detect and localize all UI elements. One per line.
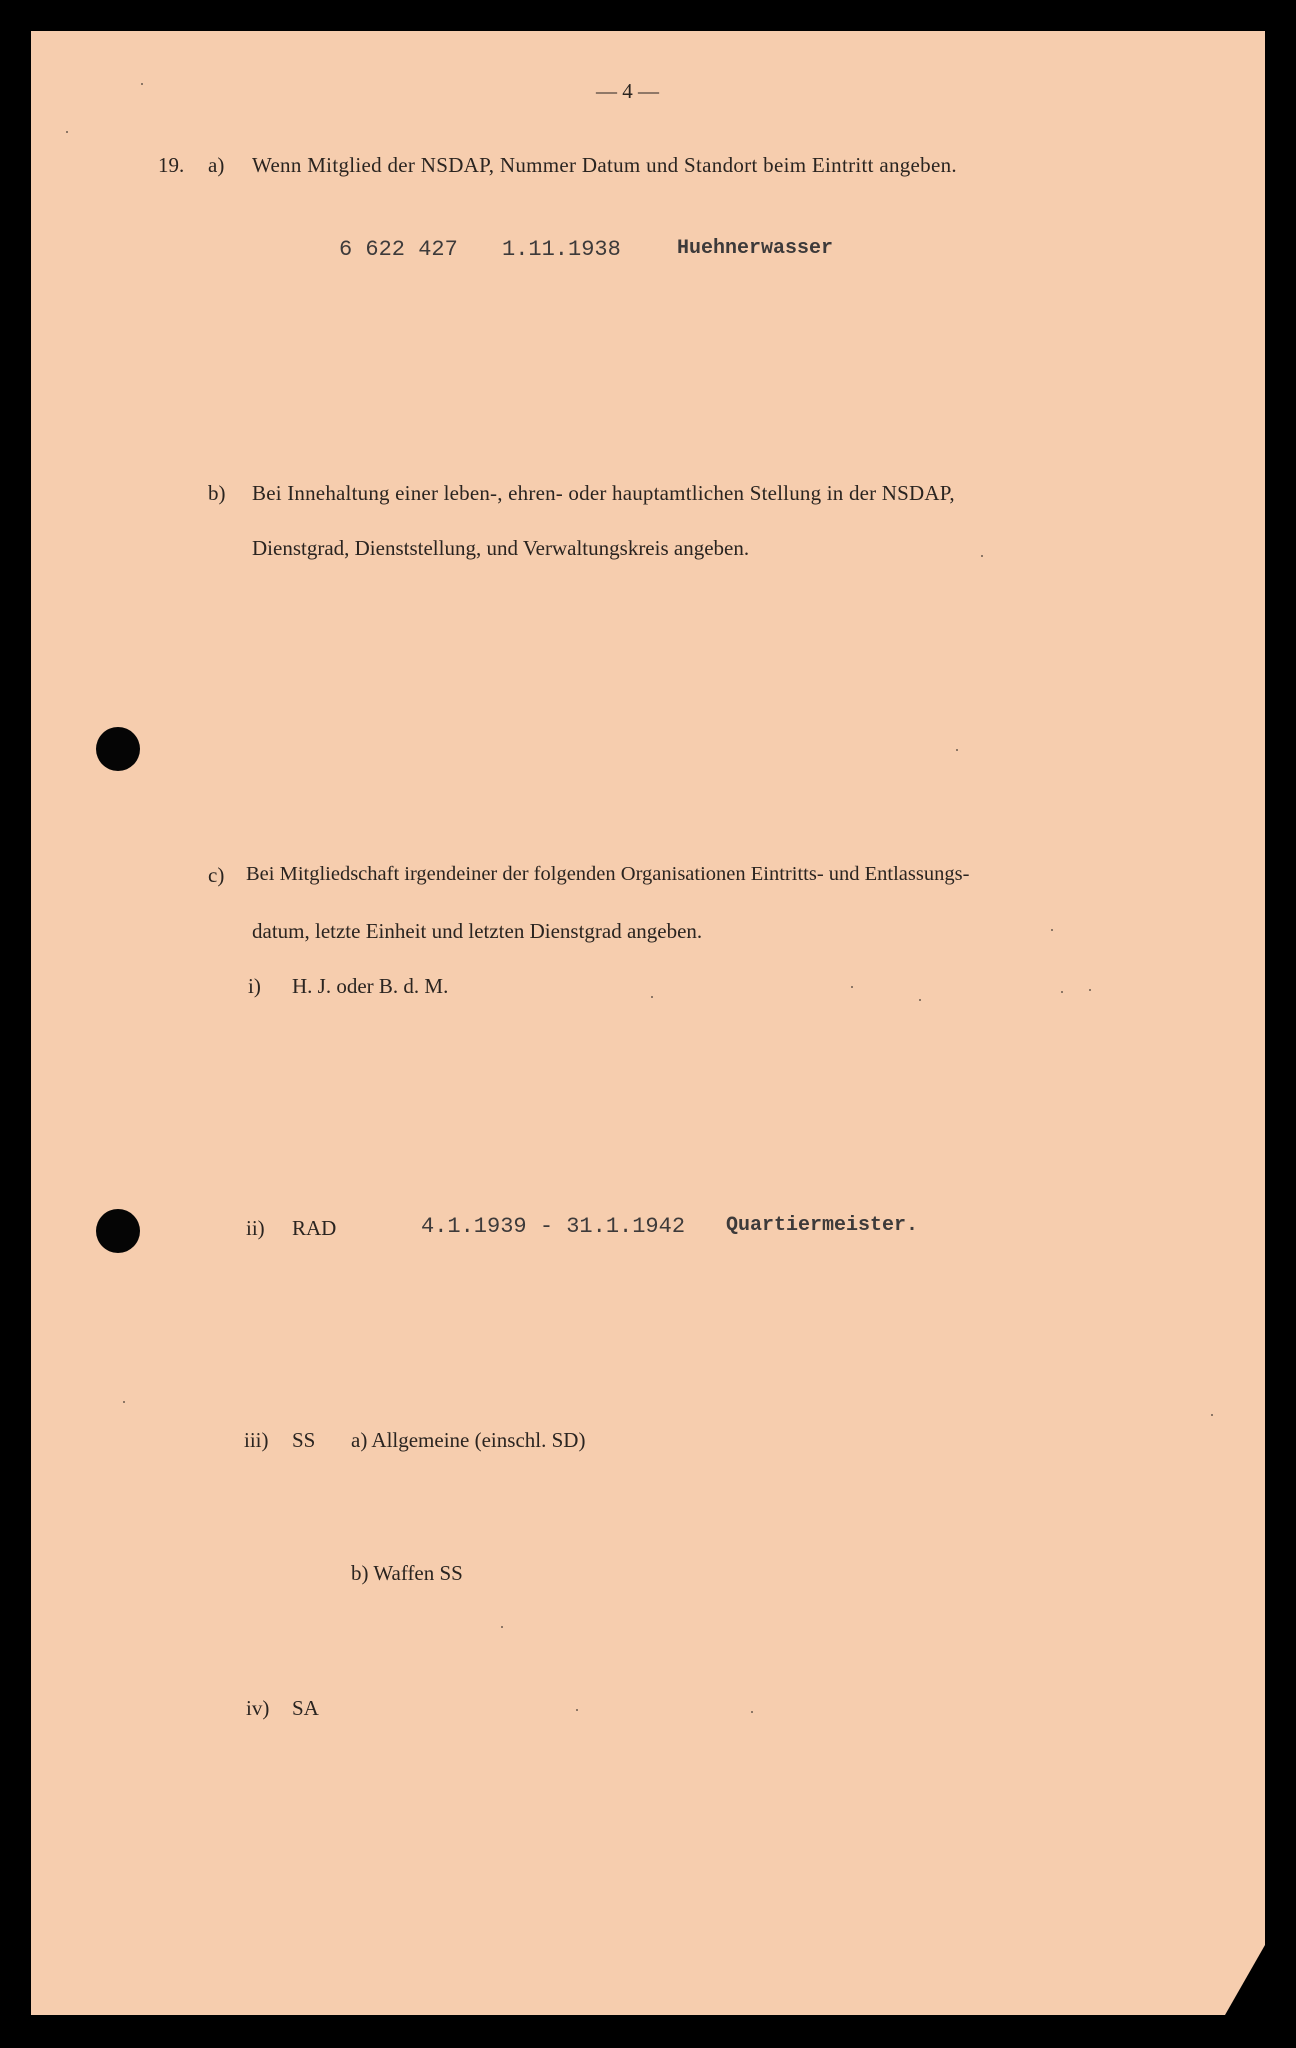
paper-speck xyxy=(123,1401,125,1403)
question-number: 19. xyxy=(158,153,185,177)
q19b-question-line2: Dienstgrad, Dienststellung, und Verwaltungskreis angeben. xyxy=(252,536,750,560)
punch-hole-bottom xyxy=(96,1209,140,1253)
rad-dates-answer: 4.1.1939 - 31.1.1942 xyxy=(421,1214,686,1239)
paper-speck xyxy=(981,555,983,557)
paper-speck xyxy=(141,83,143,85)
paper-speck xyxy=(1211,1414,1213,1416)
punch-hole-top xyxy=(96,727,140,771)
item-iii-marker: iii) xyxy=(244,1428,269,1452)
item-iii-sub-b: b) Waffen SS xyxy=(351,1561,463,1585)
item-ii-marker: ii) xyxy=(246,1216,265,1240)
q19a-marker: a) xyxy=(208,153,225,177)
paper-speck xyxy=(501,1626,503,1628)
paper-speck xyxy=(576,1709,578,1711)
item-iii-sub-a: a) Allgemeine (einschl. SD) xyxy=(351,1428,586,1452)
nsdap-date-answer: 1.11.1938 xyxy=(502,237,621,262)
nsdap-number-answer: 6 622 427 xyxy=(339,237,458,262)
paper-speck xyxy=(66,131,68,133)
paper-speck xyxy=(956,749,958,751)
item-iv-label: SA xyxy=(292,1696,319,1720)
nsdap-place-answer: Huehnerwasser xyxy=(677,237,834,260)
document-page xyxy=(31,31,1265,2015)
torn-corner xyxy=(1225,1945,1265,2015)
q19b-marker: b) xyxy=(208,481,226,505)
paper-speck xyxy=(651,996,653,998)
paper-speck xyxy=(1051,929,1053,931)
paper-speck xyxy=(751,1711,753,1713)
q19c-question-line1: Bei Mitgliedschaft irgendeiner der folgenden Organisationen Eintritts- und Entlassungs- xyxy=(246,863,970,885)
paper-speck xyxy=(919,999,921,1001)
rad-rank-answer: Quartiermeister. xyxy=(726,1214,919,1237)
item-iii-label: SS xyxy=(292,1428,316,1452)
q19b-question-line1: Bei Innehaltung einer leben-, ehren- oder hauptamtlichen Stellung in der NSDAP, xyxy=(252,481,955,505)
item-i-marker: i) xyxy=(248,974,261,998)
paper-speck xyxy=(1089,989,1091,991)
q19c-marker: c) xyxy=(208,863,225,887)
page-number: — 4 — xyxy=(596,79,659,103)
q19c-question-line2: datum, letzte Einheit und letzten Dienstgrad angeben. xyxy=(252,919,703,943)
item-ii-label: RAD xyxy=(292,1216,337,1240)
q19a-question: Wenn Mitglied der NSDAP, Nummer Datum und Standort beim Eintritt angeben. xyxy=(252,153,957,177)
item-i-label: H. J. oder B. d. M. xyxy=(292,974,449,998)
paper-speck xyxy=(851,986,853,988)
item-iv-marker: iv) xyxy=(246,1696,270,1720)
paper-speck xyxy=(1061,991,1063,993)
